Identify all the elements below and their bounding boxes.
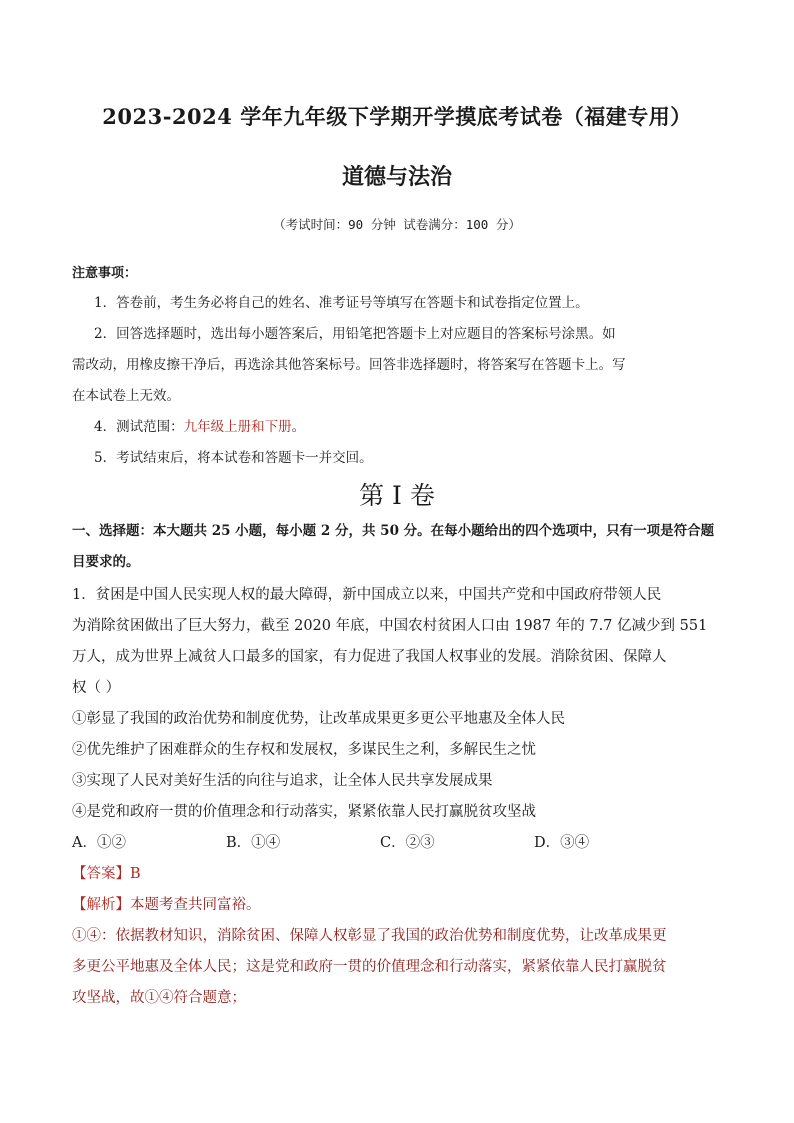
note-item-4-prefix: 4．测试范围： bbox=[94, 419, 184, 435]
analysis-label: 【解析】 bbox=[72, 897, 130, 913]
option-c: C．②③ bbox=[380, 835, 435, 851]
exam-title: 2023-2024 学年九年级下学期开学摸底考试卷（福建专用） bbox=[102, 104, 692, 129]
analysis-line-3: 攻坚战，故①④符合题意； bbox=[72, 990, 246, 1006]
subject-title: 道德与法治 bbox=[341, 164, 452, 190]
statement-2: ②优先维护了困难群众的生存权和发展权，多谋民生之利，多解民生之忧 bbox=[72, 742, 536, 758]
section-title: 第 I 卷 bbox=[359, 481, 435, 510]
test-range: 九年级上册和下册 bbox=[183, 419, 292, 435]
answer-value: B bbox=[130, 866, 141, 882]
analysis-line-2: 多更公平地惠及全体人民；这是党和政府一贯的价值理念和行动落实，紧紧依靠人民打赢脱贫 bbox=[72, 959, 667, 975]
exam-info: （考试时间：90 分钟 试卷满分：100 分） bbox=[273, 217, 521, 232]
note-item-2-line-1: 2．回答选择题时，选出每小题答案后，用铅笔把答题卡上对应题目的答案标号涂黑。如 bbox=[94, 326, 616, 342]
statement-3: ③实现了人民对美好生活的向往与追求，让全体人民共享发展成果 bbox=[72, 773, 493, 789]
note-item-2-line-2: 需改动，用橡皮擦干净后，再选涂其他答案标号。回答非选择题时，将答案写在答题卡上。写 bbox=[72, 357, 626, 373]
note-item-2-line-3: 在本试卷上无效。 bbox=[72, 388, 180, 404]
option-a: A．①② bbox=[72, 835, 126, 851]
statement-4: ④是党和政府一贯的价值理念和行动落实，紧紧依靠人民打赢脱贫攻坚战 bbox=[72, 804, 536, 820]
question-stem-line-1: 1．贫困是中国人民实现人权的最大障碍，新中国成立以来，中国共产党和中国政府带领人民 bbox=[72, 587, 662, 603]
note-item-4-suffix: 。 bbox=[291, 419, 306, 435]
analysis-intro: 本题考查共同富裕。 bbox=[130, 897, 261, 913]
analysis-line-1: ①④：依据教材知识，消除贫困、保障人权彰显了我国的政治优势和制度优势，让改革成果更 bbox=[72, 928, 667, 944]
question-stem-line-4: 权（ ） bbox=[72, 680, 121, 696]
section-intro-line-1: 一、选择题：本大题共 25 小题，每小题 2 分，共 50 分。在每小题给出的四个选项中，只有一项是符合题 bbox=[72, 523, 715, 539]
note-item-1: 1．答卷前，考生务必将自己的姓名、准考证号等填写在答题卡和试卷指定位置上。 bbox=[94, 295, 589, 311]
question-stem-line-3: 万人，成为世界上减贫人口最多的国家，有力促进了我国人权事业的发展。消除贫困、保障人 bbox=[72, 649, 667, 665]
notes-heading: 注意事项： bbox=[72, 266, 138, 281]
question-stem-line-2: 为消除贫困做出了巨大努力，截至 2020 年底，中国农村贫困人口由 1987 年的 7.7 亿减少到 551 bbox=[72, 618, 708, 634]
section-intro-line-2: 目要求的。 bbox=[72, 554, 140, 570]
statement-1: ①彰显了我国的政治优势和制度优势，让改革成果更多更公平地惠及全体人民 bbox=[72, 711, 565, 727]
answer-line bbox=[72, 862, 141, 883]
option-d: D．③④ bbox=[534, 835, 590, 851]
note-item-4 bbox=[94, 415, 305, 435]
note-item-5: 5．考试结束后，将本试卷和答题卡一并交回。 bbox=[94, 450, 373, 466]
analysis-intro-line bbox=[72, 893, 261, 914]
answer-label: 【答案】 bbox=[72, 866, 130, 882]
option-b: B．①④ bbox=[226, 835, 281, 851]
